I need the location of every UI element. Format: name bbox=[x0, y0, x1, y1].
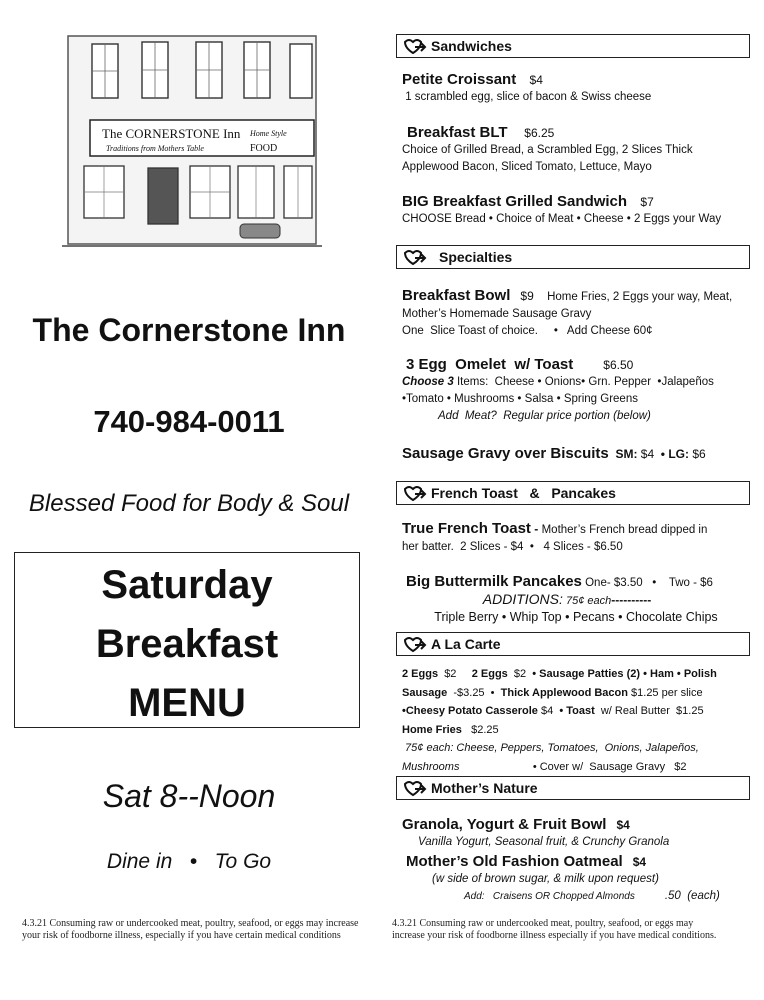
choose-label: Choose 3 bbox=[402, 376, 454, 388]
item-name: Sausage Gravy over Biscuits bbox=[402, 445, 609, 462]
alc-line2d: $1.25 per slice bbox=[627, 686, 703, 699]
service-options: Dine in • To Go bbox=[106, 850, 272, 873]
section-header-a-la-carte bbox=[396, 632, 750, 656]
item-desc: Vanilla Yogurt, Seasonal fruit, & Crunchy Granola bbox=[418, 836, 670, 848]
sm-price: $4 bbox=[637, 447, 658, 461]
section-header-specialties bbox=[396, 245, 750, 269]
menu-item-buttermilk-pancakes bbox=[402, 574, 750, 625]
item-price: $9 bbox=[520, 289, 534, 303]
lg-label: • LG: bbox=[657, 447, 689, 461]
menu-item-granola-bowl bbox=[402, 817, 750, 850]
items-label: Items: bbox=[453, 376, 489, 388]
menu-item-omelet bbox=[402, 357, 750, 424]
item-name: Granola, Yogurt & Fruit Bowl bbox=[402, 816, 607, 833]
item-desc-3: One Slice Toast of choice. • Add Cheese 60¢ bbox=[402, 325, 653, 337]
restaurant-building-sketch bbox=[44, 28, 332, 276]
item-name: Breakfast Bowl bbox=[402, 287, 511, 304]
item-price: $7 bbox=[640, 195, 654, 209]
omelet-items-1: Cheese • Onions• Grn. Pepper •Jalapeños bbox=[488, 376, 714, 388]
item-desc-1: Home Fries, 2 Eggs your way, Meat, bbox=[547, 291, 733, 303]
item-price: $6.25 bbox=[524, 126, 555, 140]
item-desc: Choice of Grilled Bread, a Scrambled Egg, 2 Slices Thick Applewood Bacon, Sliced Tomato, Lettuce, Mayo bbox=[402, 144, 693, 173]
item-name: 3 Egg Omelet w/ Toast bbox=[406, 356, 574, 373]
item-desc-1: Mother’s French bread dipped in bbox=[541, 524, 708, 536]
sign-homestyle-text: Home Style bbox=[250, 129, 287, 138]
lg-price: $6 bbox=[689, 447, 706, 461]
menu-item-big-breakfast-sandwich bbox=[402, 194, 750, 227]
alc-line2a: Sausage bbox=[402, 686, 448, 699]
add-meat-note: Add Meat? Regular price portion (below) bbox=[438, 410, 651, 422]
pancake-prices: One- $3.50 • Two - $6 bbox=[581, 577, 713, 589]
alc-line1a: 2 Eggs bbox=[402, 668, 439, 680]
heart-arrow-icon bbox=[403, 249, 427, 267]
section-title: French Toast & Pancakes bbox=[431, 485, 616, 501]
omelet-items-2: •Tomato • Mushrooms • Salsa • Spring Greens bbox=[402, 393, 638, 405]
sm-label: SM: bbox=[615, 447, 638, 461]
additions-label: ADDITIONS: bbox=[482, 591, 563, 607]
alc-line4b: $2.25 bbox=[461, 723, 499, 736]
tagline: Blessed Food for Body & Soul bbox=[28, 490, 350, 517]
item-price: $4 bbox=[632, 855, 647, 869]
alc-line2b: -$3.25 • bbox=[447, 686, 501, 699]
item-dash: - bbox=[530, 522, 542, 536]
section-title: Specialties bbox=[439, 249, 513, 265]
section-header-sandwiches bbox=[396, 34, 750, 58]
menu-item-breakfast-blt bbox=[402, 125, 750, 175]
alc-line1b: $2 bbox=[438, 668, 472, 680]
alc-line2c: Thick Applewood Bacon bbox=[500, 686, 628, 699]
phone-number[interactable]: 740-984-0011 bbox=[93, 404, 285, 439]
heart-arrow-icon bbox=[403, 485, 427, 503]
menu-title-line-1: Saturday bbox=[101, 563, 273, 607]
item-name: Mother’s Old Fashion Oatmeal bbox=[406, 853, 623, 870]
alc-line4a: Home Fries bbox=[402, 723, 462, 736]
oatmeal-addons: Add: Craisens OR Chopped Almonds bbox=[464, 891, 635, 902]
section-header-mothers-nature bbox=[396, 776, 750, 800]
item-desc: 1 scrambled egg, slice of bacon & Swiss cheese bbox=[402, 91, 652, 103]
a-la-carte-list bbox=[402, 665, 750, 776]
menu-item-true-french-toast bbox=[402, 521, 750, 555]
menu-item-sausage-gravy bbox=[402, 446, 750, 462]
item-name: Breakfast BLT bbox=[407, 124, 508, 141]
restaurant-name: The Cornerstone Inn bbox=[32, 312, 346, 348]
alc-line3a: •Cheesy Potato Casserole bbox=[402, 705, 538, 717]
menu-title-line-3: MENU bbox=[128, 681, 246, 725]
alc-line3c: • Toast bbox=[559, 705, 595, 717]
menu-item-petite-croissant bbox=[402, 72, 750, 105]
item-desc-2: Mother’s Homemade Sausage Gravy bbox=[402, 308, 592, 320]
item-desc: CHOOSE Bread • Choice of Meat • Cheese • 2 Eggs your Way bbox=[402, 213, 722, 225]
disclaimer-left: 4.3.21 Consuming raw or undercooked meat, poultry, seafood, or eggs may increase your risk of foodborne illness, especially if you have certain medical conditions bbox=[22, 918, 359, 941]
oatmeal-addon-price: .50 (each) bbox=[664, 890, 720, 902]
sign-food-text: FOOD bbox=[250, 143, 278, 154]
section-title: Mother’s Nature bbox=[431, 780, 538, 796]
item-desc: (w side of brown sugar, & milk upon request) bbox=[432, 873, 659, 885]
menu-item-breakfast-bowl bbox=[402, 288, 750, 339]
item-price: $6.50 bbox=[603, 358, 634, 372]
alc-line5: 75¢ each: Cheese, Peppers, Tomatoes, Onions, Jalapeños, bbox=[402, 742, 699, 754]
heart-arrow-icon bbox=[403, 38, 427, 56]
section-title: A La Carte bbox=[431, 636, 501, 652]
alc-line3b: $4 bbox=[537, 705, 560, 717]
sign-tagline-text: Traditions from Mothers Table bbox=[106, 144, 204, 153]
heart-arrow-icon bbox=[403, 780, 427, 798]
menu-title-box bbox=[14, 552, 360, 728]
item-name: Big Buttermilk Pancakes bbox=[406, 573, 582, 590]
hours: Sat 8--Noon bbox=[102, 778, 276, 814]
alc-line3d: w/ Real Butter $1.25 bbox=[594, 705, 704, 717]
item-price: $4 bbox=[529, 73, 543, 87]
pancake-toppings: Triple Berry • Whip Top • Pecans • Chocolate Chips bbox=[434, 610, 718, 624]
menu-item-oatmeal bbox=[402, 854, 750, 905]
heart-arrow-icon bbox=[403, 636, 427, 654]
menu-title-line-2: Breakfast bbox=[95, 622, 279, 666]
item-name: BIG Breakfast Grilled Sandwich bbox=[402, 193, 628, 210]
item-price: $4 bbox=[616, 818, 630, 832]
additions-dashes: ---------- bbox=[611, 593, 652, 607]
sign-name-text: The CORNERSTONE Inn bbox=[102, 126, 241, 141]
alc-line6b: • Cover w/ Sausage Gravy $2 bbox=[532, 760, 687, 773]
alc-line6a: Mushrooms bbox=[402, 760, 460, 773]
item-name: True French Toast bbox=[402, 520, 531, 537]
disclaimer-right: 4.3.21 Consuming raw or undercooked meat, poultry, seafood, or eggs may increase your risk of foodborne illness especially if you have medical conditions. bbox=[392, 918, 717, 941]
alc-line1e: • Sausage Patties (2) • Ham • Polish bbox=[532, 668, 717, 680]
alc-line1c: 2 Eggs bbox=[471, 668, 508, 680]
item-name: Petite Croissant bbox=[402, 71, 517, 88]
item-desc-2: her batter. 2 Slices - $4 • 4 Slices - $6.50 bbox=[402, 541, 623, 553]
additions-each: 75¢ each bbox=[562, 595, 612, 607]
section-header-french-toast-pancakes bbox=[396, 481, 750, 505]
alc-line1d: $2 bbox=[507, 668, 533, 680]
section-title: Sandwiches bbox=[431, 38, 512, 54]
